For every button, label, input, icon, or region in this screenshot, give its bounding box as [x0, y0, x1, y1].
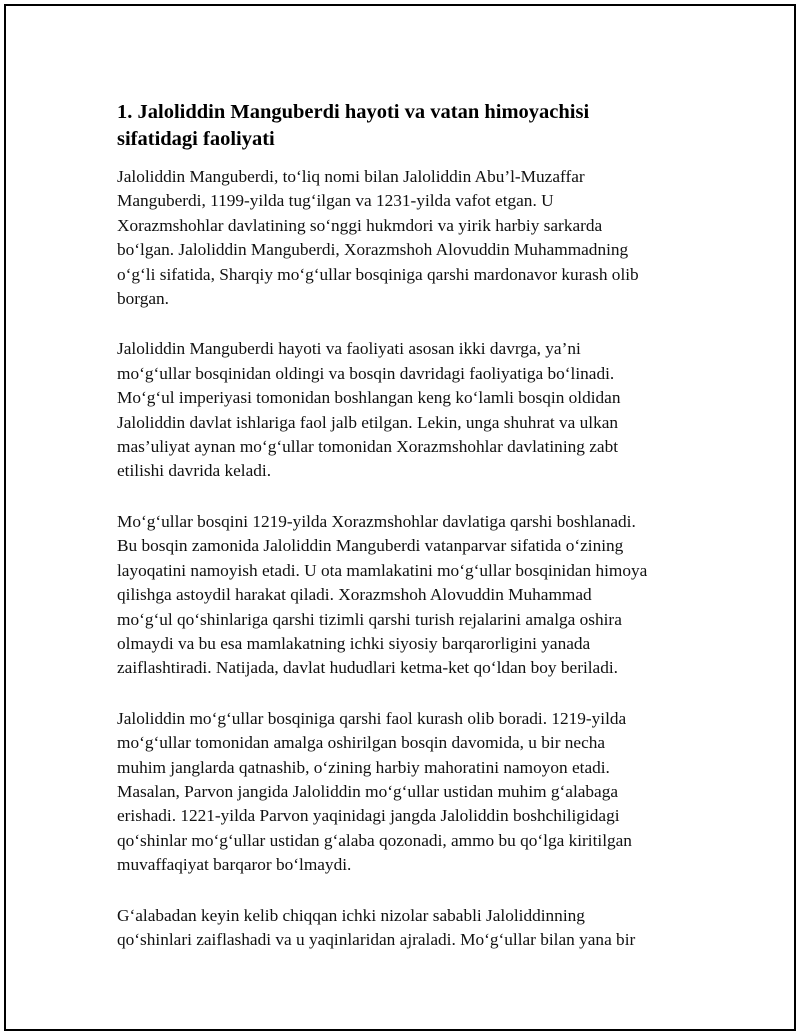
text-line: etilishi davrida keladi.	[117, 461, 272, 481]
paragraph-4	[117, 707, 697, 878]
text-line: Bu bosqin zamonida Jaloliddin Manguberdi vatanparvar sifatida o‘zining	[117, 536, 624, 556]
text-line: o‘g‘li sifatida, Sharqiy mo‘g‘ullar bosqiniga qarshi mardonavor kurash olib	[117, 264, 639, 284]
text-line: Jaloliddin Manguberdi hayoti va faoliyati asosan ikki davrga, ya’ni	[117, 339, 581, 359]
title-line: sifatidagi faoliyati	[117, 128, 275, 150]
text-line: qilishga astoydil harakat qiladi. Xorazmshoh Alovuddin Muhammad	[117, 585, 592, 605]
paragraph-1	[117, 165, 697, 311]
page-frame	[4, 4, 796, 1031]
text-line: olmaydi va bu esa mamlakatning ichki siyosiy barqarorligini yanada	[117, 633, 591, 653]
text-line: Jaloliddin mo‘g‘ullar bosqiniga qarshi faol kurash olib boradi. 1219-yilda	[117, 708, 627, 728]
text-line: Masalan, Parvon jangida Jaloliddin mo‘g‘ullar ustidan muhim g‘alabaga	[117, 781, 619, 801]
text-line: Xorazmshohlar davlatining so‘nggi hukmdori va yirik harbiy sarkarda	[117, 215, 603, 235]
paragraph-2	[117, 337, 697, 483]
text-line: muvaffaqiyat barqaror bo‘lmaydi.	[117, 855, 352, 875]
text-line: bo‘lgan. Jaloliddin Manguberdi, Xorazmshoh Alovuddin Muhammadning	[117, 240, 629, 260]
section-title	[117, 99, 697, 153]
text-line: mas’uliyat aynan mo‘g‘ullar tomonidan Xorazmshohlar davlatining zabt	[117, 437, 619, 457]
text-line: Mo‘g‘ullar bosqini 1219-yilda Xorazmshohlar davlatiga qarshi boshlanadi.	[117, 511, 636, 531]
title-line: 1. Jaloliddin Manguberdi hayoti va vatan himoyachisi	[117, 101, 590, 123]
text-line: mo‘g‘ul qo‘shinlariga qarshi tizimli qarshi turish rejalarini amalga oshira	[117, 609, 622, 629]
text-line: erishadi. 1221-yilda Parvon yaqinidagi jangda Jaloliddin boshchiligidagi	[117, 806, 620, 826]
text-line: G‘alabadan keyin kelib chiqqan ichki nizolar sababli Jaloliddinning	[117, 905, 585, 925]
text-line: Mo‘g‘ul imperiyasi tomonidan boshlangan keng ko‘lamli bosqin oldidan	[117, 388, 621, 408]
text-line: mo‘g‘ullar tomonidan amalga oshirilgan bosqin davomida, u bir necha	[117, 733, 606, 753]
document-content	[117, 99, 697, 978]
text-line: Jaloliddin davlat ishlariga faol jalb etilgan. Lekin, unga shuhrat va ulkan	[117, 412, 619, 432]
text-line: layoqatini namoyish etadi. U ota mamlakatini mo‘g‘ullar bosqinidan himoya	[117, 560, 648, 580]
text-line: qo‘shinlar mo‘g‘ullar ustidan g‘alaba qozonadi, ammo bu qo‘lga kiritilgan	[117, 830, 632, 850]
text-line: muhim janglarda qatnashib, o‘zining harbiy mahoratini namoyon etadi.	[117, 757, 610, 777]
paragraph-3	[117, 510, 697, 681]
text-line: qo‘shinlari zaiflashadi va u yaqinlaridan ajraladi. Mo‘g‘ullar bilan yana bir	[117, 929, 636, 949]
text-line: mo‘g‘ullar bosqinidan oldingi va bosqin davridagi faoliyatiga bo‘linadi.	[117, 363, 615, 383]
text-line: borgan.	[117, 289, 169, 309]
text-line: zaiflashtiradi. Natijada, davlat hududlari ketma-ket qo‘ldan boy beriladi.	[117, 658, 618, 678]
text-line: Jaloliddin Manguberdi, to‘liq nomi bilan Jaloliddin Abu’l-Muzaffar	[117, 167, 585, 186]
paragraph-5	[117, 904, 697, 953]
text-line: Manguberdi, 1199-yilda tug‘ilgan va 1231-yilda vafot etgan. U	[117, 191, 554, 211]
